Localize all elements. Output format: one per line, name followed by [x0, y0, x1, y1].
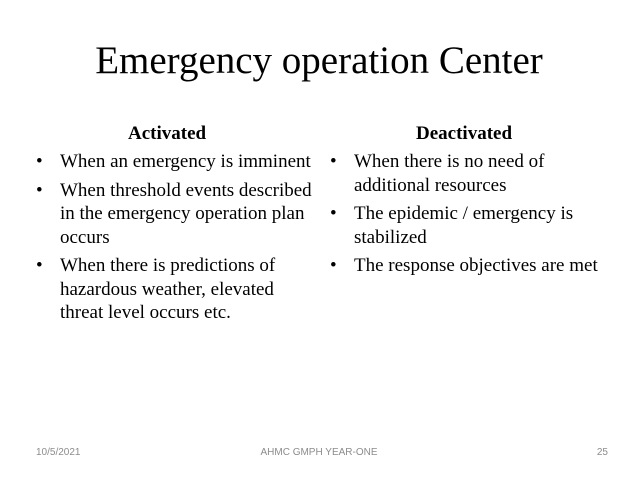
- deactivated-column: [330, 122, 608, 283]
- list-item: [330, 150, 608, 197]
- deactivated-bullet-list: [330, 150, 608, 278]
- column-heading-deactivated: Deactivated: [416, 123, 513, 144]
- bullet-icon: •: [36, 151, 43, 172]
- bullet-icon: •: [36, 179, 43, 201]
- footer-center-text: AHMC GMPH YEAR-ONE: [260, 447, 378, 458]
- list-item: [36, 254, 314, 325]
- bullet-text: The epidemic / emergency is stabilized: [354, 203, 574, 248]
- bullet-icon: •: [36, 255, 43, 276]
- activated-bullet-list: [36, 150, 314, 325]
- bullet-text: When there is no need of additional resources: [354, 151, 545, 196]
- list-item: [36, 179, 314, 250]
- column-heading-activated: Activated: [128, 123, 207, 144]
- list-item: [36, 150, 314, 174]
- bullet-icon: •: [330, 203, 337, 224]
- bullet-text: The response objectives are met: [354, 255, 598, 276]
- bullet-text: When there is predictions of hazardous weather, elevated threat level occurs etc.: [60, 255, 276, 323]
- footer-page-number: 25: [596, 447, 608, 458]
- activated-column: [36, 122, 314, 330]
- slide-title: Emergency operation Center: [95, 39, 543, 82]
- list-item: [330, 202, 608, 249]
- bullet-text: When threshold events described in the emergency operation plan occurs: [60, 179, 312, 248]
- list-item: [330, 254, 608, 278]
- bullet-icon: •: [330, 255, 337, 276]
- footer-date: 10/5/2021: [36, 447, 81, 458]
- bullet-text: When an emergency is imminent: [60, 151, 311, 172]
- bullet-icon: •: [330, 151, 337, 172]
